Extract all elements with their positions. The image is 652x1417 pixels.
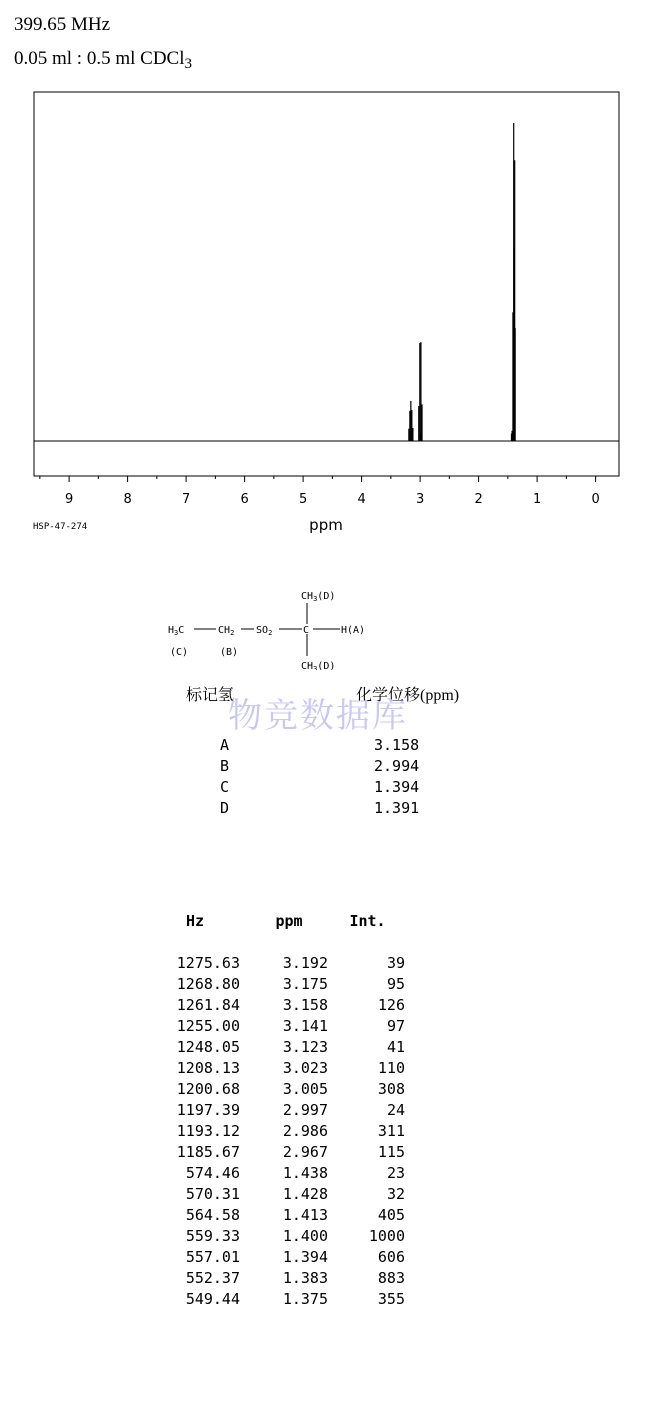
intensity-value: 355 [377, 1290, 405, 1308]
sample-subscript: 3 [184, 56, 192, 72]
hz-value: 559.33 [185, 1227, 240, 1245]
intensity-value: 883 [377, 1269, 405, 1287]
ppm-value: 1.428 [282, 1185, 328, 1203]
x-tick-label: 7 [181, 492, 191, 507]
central-carbon-label: C [303, 625, 310, 636]
x-tick-label: 6 [240, 492, 249, 507]
hydrogen-a-label: H(A) [341, 625, 366, 636]
hz-value: 557.01 [185, 1248, 240, 1266]
hz-value: 570.31 [185, 1185, 240, 1203]
assignment-mark: C [220, 778, 230, 796]
ppm-value: 1.438 [282, 1164, 328, 1182]
hz-value: 564.58 [185, 1206, 240, 1224]
spectrum-peaks [409, 123, 515, 441]
x-tick-label: 3 [415, 492, 425, 507]
assignment-mark: D [220, 799, 230, 817]
hz-value: 1185.67 [176, 1143, 240, 1161]
assignment-header-mark: 标记氢 [186, 687, 235, 704]
intensity-value: 110 [377, 1059, 405, 1077]
ppm-value: 1.383 [282, 1269, 328, 1287]
nmr-spectrum-chart [0, 0, 652, 545]
assignment-mark: B [220, 757, 230, 775]
plot-frame [34, 92, 619, 476]
intensity-value: 41 [386, 1038, 405, 1056]
ppm-value: 1.400 [282, 1227, 328, 1245]
x-axis-ticks [40, 476, 600, 507]
hz-value: 1275.63 [176, 954, 240, 972]
intensity-value: 115 [377, 1143, 405, 1161]
x-tick-label: 2 [474, 492, 483, 507]
intensity-value: 126 [377, 996, 405, 1014]
spectrometer-frequency: 399.65 MHz [14, 14, 111, 35]
molecule-structure [150, 580, 390, 670]
so2-label: $SO_2$ [256, 625, 273, 637]
hz-value: 1248.05 [176, 1038, 240, 1056]
x-tick-label: 8 [123, 492, 132, 507]
x-tick-label: 5 [298, 492, 308, 507]
assignment-shift: 2.994 [374, 757, 420, 775]
ppm-value: 2.986 [282, 1122, 328, 1140]
intensity-value: 32 [386, 1185, 405, 1203]
label-b: (B) [220, 647, 239, 658]
x-axis-label: ppm [309, 516, 343, 534]
ppm-value: 1.394 [282, 1248, 328, 1266]
assignment-shift: 1.391 [374, 799, 420, 817]
assignment-mark: A [220, 736, 230, 754]
hz-value: 549.44 [185, 1290, 240, 1308]
hz-value: 1261.84 [176, 996, 240, 1014]
hz-value: 552.37 [185, 1269, 240, 1287]
intensity-value: 405 [377, 1206, 405, 1224]
methyl-top-label: $CH_3(D)$ [301, 591, 336, 603]
label-c: (C) [170, 647, 189, 658]
ppm-value: 3.192 [282, 954, 328, 972]
hz-value: 1268.80 [176, 975, 240, 993]
assignment-shift: 3.158 [374, 736, 420, 754]
ppm-value: 3.175 [282, 975, 328, 993]
x-tick-label: 4 [357, 492, 366, 507]
hz-value: 574.46 [185, 1164, 240, 1182]
hz-value: 1208.13 [176, 1059, 240, 1077]
ppm-value: 3.158 [282, 996, 328, 1014]
x-tick-label: 0 [591, 492, 600, 507]
sample-text: 0.05 ml : 0.5 ml CDCl [14, 48, 185, 69]
header-ppm: ppm [275, 912, 303, 930]
methyl-bottom-label: $CH_3(D)$ [301, 661, 336, 670]
intensity-value: 311 [377, 1122, 405, 1140]
assignment-header-shift: 化学位移(ppm) [356, 687, 460, 704]
ppm-value: 2.997 [282, 1101, 328, 1119]
hz-value: 1193.12 [176, 1122, 240, 1140]
intensity-value: 95 [386, 975, 405, 993]
x-tick-label: 9 [64, 492, 74, 507]
watermark: 物竞数据库 [228, 696, 408, 736]
ppm-value: 1.413 [282, 1206, 328, 1224]
header-int: Int. [349, 912, 386, 930]
intensity-value: 606 [377, 1248, 405, 1266]
x-tick-label: 1 [532, 492, 542, 507]
h3c-label: $H_3C$ [168, 625, 185, 637]
ppm-value: 1.375 [282, 1290, 328, 1308]
hz-value: 1200.68 [176, 1080, 240, 1098]
ch2-label: $CH_2$ [218, 625, 235, 637]
ppm-value: 3.023 [282, 1059, 328, 1077]
ppm-value: 3.123 [282, 1038, 328, 1056]
intensity-value: 39 [386, 954, 405, 972]
spectrum-code: HSP-47-274 [33, 522, 88, 532]
intensity-value: 97 [386, 1017, 405, 1035]
intensity-value: 1000 [368, 1227, 405, 1245]
intensity-value: 308 [377, 1080, 405, 1098]
header-hz: Hz [185, 912, 205, 930]
hz-value: 1255.00 [176, 1017, 240, 1035]
intensity-value: 23 [386, 1164, 405, 1182]
intensity-value: 24 [386, 1101, 405, 1119]
ppm-value: 3.005 [282, 1080, 328, 1098]
hz-value: 1197.39 [176, 1101, 240, 1119]
ppm-value: 2.967 [282, 1143, 328, 1161]
assignment-shift: 1.394 [374, 778, 420, 796]
ppm-value: 3.141 [282, 1017, 328, 1035]
